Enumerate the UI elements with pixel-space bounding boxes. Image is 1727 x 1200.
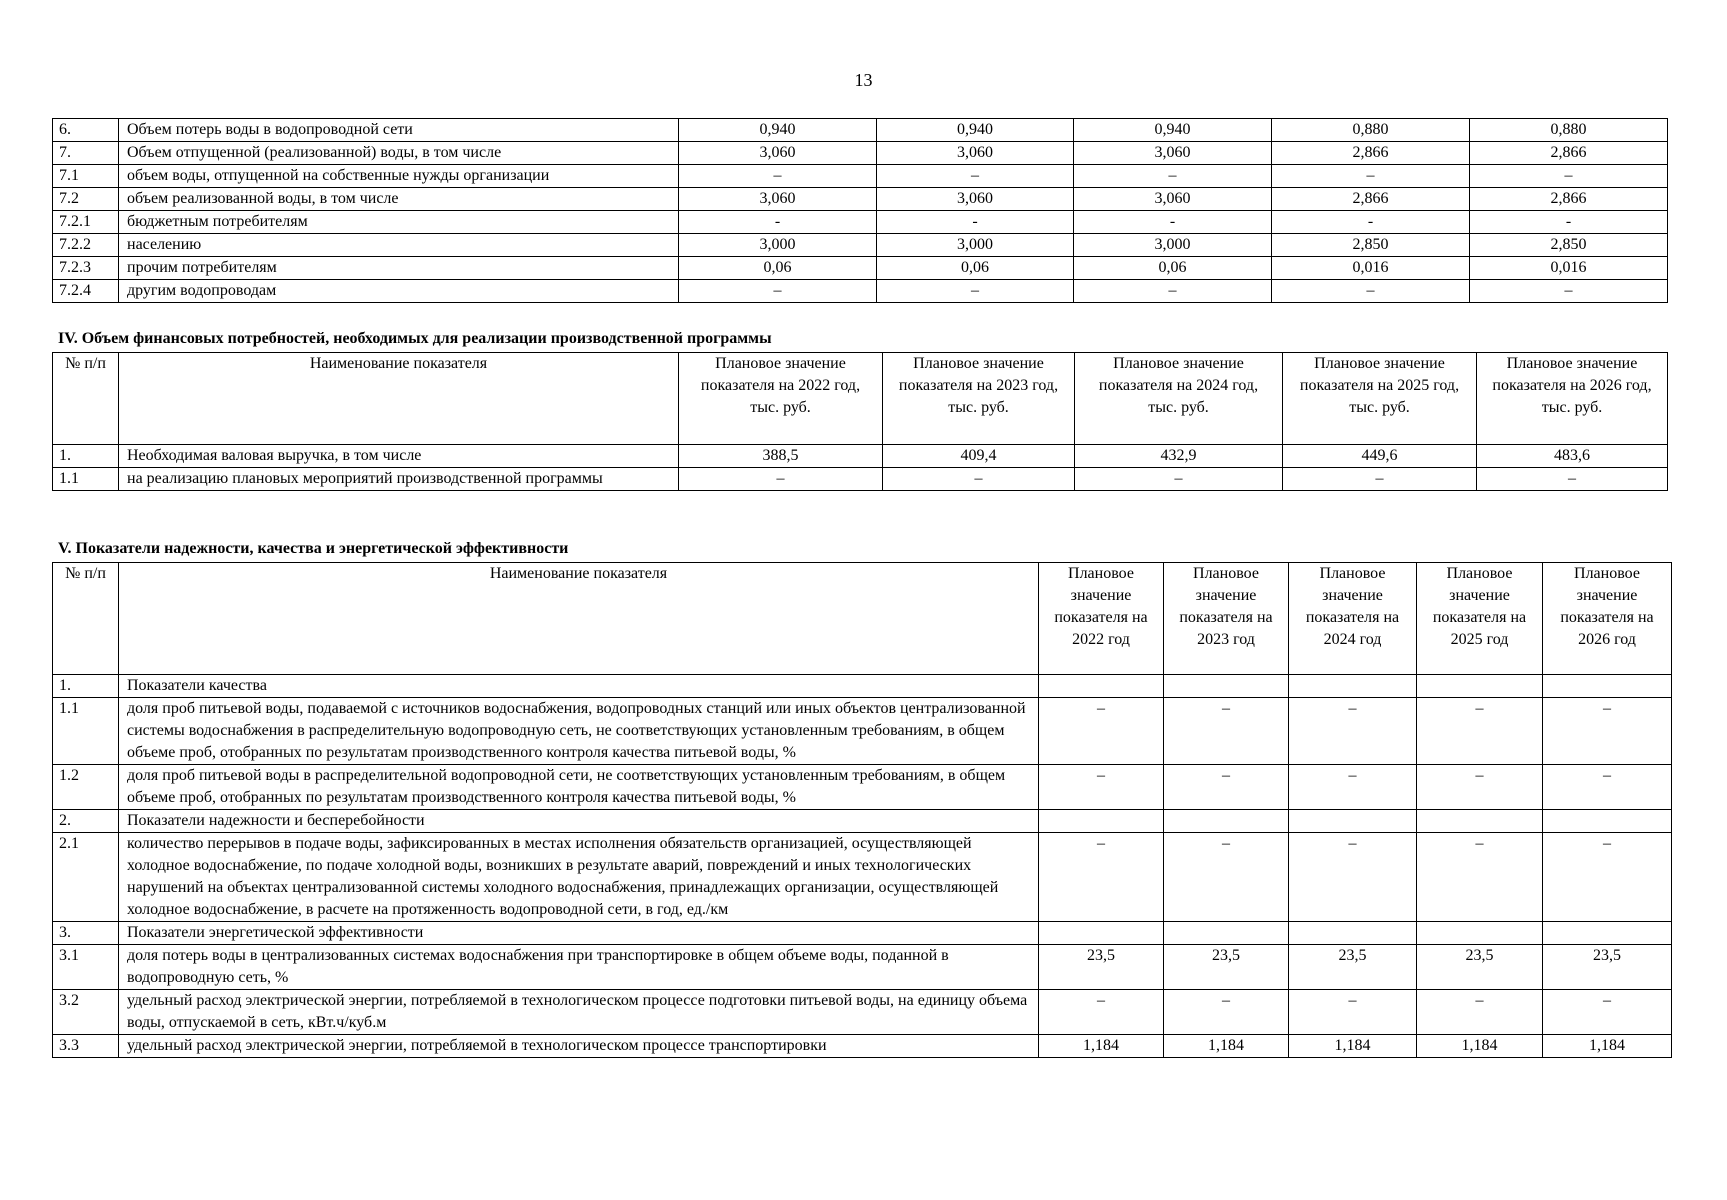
value-2023: – xyxy=(1164,990,1289,1035)
value-2023: – xyxy=(883,468,1075,491)
value-2026 xyxy=(1543,675,1672,698)
header-num: № п/п xyxy=(53,353,119,445)
value-2022: – xyxy=(679,468,883,491)
value-2025: – xyxy=(1272,280,1470,303)
row-number: 6. xyxy=(53,119,119,142)
row-number: 7.2.3 xyxy=(53,257,119,280)
value-2024: – xyxy=(1075,468,1283,491)
value-2024: – xyxy=(1074,280,1272,303)
row-number: 1. xyxy=(53,675,119,698)
value-2026 xyxy=(1543,922,1672,945)
value-2026: 0,016 xyxy=(1470,257,1668,280)
value-2023: – xyxy=(1164,833,1289,922)
value-2024: 432,9 xyxy=(1075,445,1283,468)
row-number: 3.2 xyxy=(53,990,119,1035)
value-2024: 3,060 xyxy=(1074,188,1272,211)
row-number: 3.1 xyxy=(53,945,119,990)
value-2024: - xyxy=(1074,211,1272,234)
value-2026: 0,880 xyxy=(1470,119,1668,142)
row-number: 3. xyxy=(53,922,119,945)
table-row xyxy=(53,675,1672,698)
row-name: на реализацию плановых мероприятий производственной программы xyxy=(119,468,679,491)
value-2022: 388,5 xyxy=(679,445,883,468)
table-row xyxy=(53,142,1668,165)
value-2024: 3,060 xyxy=(1074,142,1272,165)
water-volume-table xyxy=(52,118,1668,303)
value-2023: - xyxy=(877,211,1074,234)
value-2025 xyxy=(1417,675,1543,698)
header-name: Наименование показателя xyxy=(119,563,1039,675)
value-2025: 449,6 xyxy=(1283,445,1477,468)
value-2023 xyxy=(1164,675,1289,698)
header-num: № п/п xyxy=(53,563,119,675)
value-2022: – xyxy=(679,165,877,188)
value-2022: 23,5 xyxy=(1039,945,1164,990)
value-2024 xyxy=(1289,810,1417,833)
value-2023: – xyxy=(1164,765,1289,810)
row-number: 1.1 xyxy=(53,698,119,765)
table-row xyxy=(53,211,1668,234)
value-2022 xyxy=(1039,922,1164,945)
value-2022: 0,06 xyxy=(679,257,877,280)
value-2022: 0,940 xyxy=(679,119,877,142)
table-header-row xyxy=(53,563,1672,675)
table-row xyxy=(53,234,1668,257)
row-number: 1. xyxy=(53,445,119,468)
value-2026: – xyxy=(1543,990,1672,1035)
row-number: 2. xyxy=(53,810,119,833)
row-name: другим водопроводам xyxy=(119,280,679,303)
value-2024: – xyxy=(1074,165,1272,188)
value-2025 xyxy=(1417,810,1543,833)
value-2026: – xyxy=(1543,698,1672,765)
row-name: количество перерывов в подаче воды, зафиксированных в местах исполнения обязательств организацией, осуществляющей холодное водоснабжение, по подаче холодной воды, возникших в результате аварий, повреждений и иных технологических нарушений на объектах централизованной системы холодного водоснабжения, принадлежащих организации, осуществляющей холодное водоснабжение, в расчете на протяженность водопроводной сети, в год, ед./км xyxy=(119,833,1039,922)
section-5-title: V. Показатели надежности, качества и энергетической эффективности xyxy=(58,540,569,557)
value-2025: – xyxy=(1417,765,1543,810)
value-2026: 23,5 xyxy=(1543,945,1672,990)
table-row xyxy=(53,833,1672,922)
row-name: объем реализованной воды, в том числе xyxy=(119,188,679,211)
row-name: Объем отпущенной (реализованной) воды, в том числе xyxy=(119,142,679,165)
value-2024: 23,5 xyxy=(1289,945,1417,990)
table-row xyxy=(53,990,1672,1035)
row-number: 7. xyxy=(53,142,119,165)
value-2024: 1,184 xyxy=(1289,1035,1417,1058)
value-2025: – xyxy=(1417,698,1543,765)
row-number: 7.1 xyxy=(53,165,119,188)
value-2024: 3,000 xyxy=(1074,234,1272,257)
value-2023: – xyxy=(877,165,1074,188)
value-2024: – xyxy=(1289,990,1417,1035)
value-2026: – xyxy=(1470,165,1668,188)
table-row xyxy=(53,188,1668,211)
value-2025: 2,850 xyxy=(1272,234,1470,257)
value-2026: – xyxy=(1477,468,1668,491)
page-number: 13 xyxy=(854,70,873,90)
row-name: Необходимая валовая выручка, в том числе xyxy=(119,445,679,468)
value-2022: – xyxy=(1039,698,1164,765)
value-2024 xyxy=(1289,675,1417,698)
value-2026: – xyxy=(1543,765,1672,810)
row-name: доля проб питьевой воды, подаваемой с источников водоснабжения, водопроводных станций или иных объектов централизованной системы водоснабжения в распределительную водопроводную сеть, не соответствующих установленным требованиям, в общем объеме проб, отобранных по результатам производственного контроля качества питьевой воды, % xyxy=(119,698,1039,765)
row-name: объем воды, отпущенной на собственные нужды организации xyxy=(119,165,679,188)
section-4-title: IV. Объем финансовых потребностей, необходимых для реализации производственной программы xyxy=(58,330,772,347)
table-header-row xyxy=(53,353,1668,445)
row-name: Показатели энергетической эффективности xyxy=(119,922,1039,945)
table-row xyxy=(53,280,1668,303)
value-2022: – xyxy=(1039,765,1164,810)
row-number: 3.3 xyxy=(53,1035,119,1058)
row-name: доля потерь воды в централизованных системах водоснабжения при транспортировке в общем объеме воды, поданной в водопроводную сеть, % xyxy=(119,945,1039,990)
row-number: 2.1 xyxy=(53,833,119,922)
value-2023 xyxy=(1164,922,1289,945)
value-2026 xyxy=(1543,810,1672,833)
row-number: 7.2 xyxy=(53,188,119,211)
row-number: 1.2 xyxy=(53,765,119,810)
table-row xyxy=(53,445,1668,468)
table-row xyxy=(53,945,1672,990)
header-2025: Плановое значение показателя на 2025 год xyxy=(1417,563,1543,675)
row-number: 1.1 xyxy=(53,468,119,491)
table-row xyxy=(53,257,1668,280)
value-2025 xyxy=(1417,922,1543,945)
row-name: прочим потребителям xyxy=(119,257,679,280)
value-2022: 1,184 xyxy=(1039,1035,1164,1058)
value-2022: 3,000 xyxy=(679,234,877,257)
value-2025: – xyxy=(1272,165,1470,188)
header-2023: Плановое значение показателя на 2023 год xyxy=(1164,563,1289,675)
table-row xyxy=(53,810,1672,833)
header-2024: Плановое значение показателя на 2024 год, тыс. руб. xyxy=(1075,353,1283,445)
value-2022 xyxy=(1039,675,1164,698)
value-2025: 2,866 xyxy=(1272,142,1470,165)
value-2025: – xyxy=(1417,990,1543,1035)
value-2026: 1,184 xyxy=(1543,1035,1672,1058)
value-2023: 0,06 xyxy=(877,257,1074,280)
value-2022: - xyxy=(679,211,877,234)
header-2026: Плановое значение показателя на 2026 год, тыс. руб. xyxy=(1477,353,1668,445)
value-2022 xyxy=(1039,810,1164,833)
row-number: 7.2.2 xyxy=(53,234,119,257)
value-2023: – xyxy=(877,280,1074,303)
value-2025: – xyxy=(1417,833,1543,922)
value-2025: - xyxy=(1272,211,1470,234)
value-2026: 2,850 xyxy=(1470,234,1668,257)
row-number: 7.2.4 xyxy=(53,280,119,303)
value-2023: 3,000 xyxy=(877,234,1074,257)
value-2023: 0,940 xyxy=(877,119,1074,142)
value-2026: – xyxy=(1543,833,1672,922)
table-row xyxy=(53,698,1672,765)
reliability-quality-table xyxy=(52,562,1672,1058)
value-2024: – xyxy=(1289,698,1417,765)
value-2022: – xyxy=(1039,833,1164,922)
value-2025: 2,866 xyxy=(1272,188,1470,211)
value-2025: 1,184 xyxy=(1417,1035,1543,1058)
header-2026: Плановое значение показателя на 2026 год xyxy=(1543,563,1672,675)
row-name: удельный расход электрической энергии, потребляемой в технологическом процессе подготовки питьевой воды, на единицу объема воды, отпускаемой в сеть, кВт.ч/куб.м xyxy=(119,990,1039,1035)
value-2022: – xyxy=(1039,990,1164,1035)
table-row xyxy=(53,468,1668,491)
value-2024: – xyxy=(1289,833,1417,922)
row-name: бюджетным потребителям xyxy=(119,211,679,234)
header-2022: Плановое значение показателя на 2022 год xyxy=(1039,563,1164,675)
value-2025: – xyxy=(1283,468,1477,491)
value-2026: 2,866 xyxy=(1470,188,1668,211)
header-2022: Плановое значение показателя на 2022 год, тыс. руб. xyxy=(679,353,883,445)
value-2026: - xyxy=(1470,211,1668,234)
header-2025: Плановое значение показателя на 2025 год, тыс. руб. xyxy=(1283,353,1477,445)
value-2022: 3,060 xyxy=(679,142,877,165)
table-row xyxy=(53,922,1672,945)
table-row xyxy=(53,119,1668,142)
row-name: удельный расход электрической энергии, потребляемой в технологическом процессе транспортировки xyxy=(119,1035,1039,1058)
value-2024: 0,06 xyxy=(1074,257,1272,280)
value-2023: 3,060 xyxy=(877,188,1074,211)
row-name: доля проб питьевой воды в распределительной водопроводной сети, не соответствующих установленным требованиям, в общем объеме проб, отобранных по результатам производственного контроля качества питьевой воды, % xyxy=(119,765,1039,810)
value-2023: – xyxy=(1164,698,1289,765)
value-2024: 0,940 xyxy=(1074,119,1272,142)
value-2023: 23,5 xyxy=(1164,945,1289,990)
table-row xyxy=(53,165,1668,188)
value-2024: – xyxy=(1289,765,1417,810)
value-2023: 3,060 xyxy=(877,142,1074,165)
header-name: Наименование показателя xyxy=(119,353,679,445)
value-2022: – xyxy=(679,280,877,303)
value-2026: 2,866 xyxy=(1470,142,1668,165)
header-2024: Плановое значение показателя на 2024 год xyxy=(1289,563,1417,675)
value-2026: 483,6 xyxy=(1477,445,1668,468)
value-2026: – xyxy=(1470,280,1668,303)
header-2023: Плановое значение показателя на 2023 год, тыс. руб. xyxy=(883,353,1075,445)
value-2024 xyxy=(1289,922,1417,945)
row-name: населению xyxy=(119,234,679,257)
row-name: Объем потерь воды в водопроводной сети xyxy=(119,119,679,142)
financial-needs-table xyxy=(52,352,1668,491)
table-row xyxy=(53,765,1672,810)
value-2025: 0,016 xyxy=(1272,257,1470,280)
value-2025: 23,5 xyxy=(1417,945,1543,990)
value-2022: 3,060 xyxy=(679,188,877,211)
value-2023: 1,184 xyxy=(1164,1035,1289,1058)
table-row xyxy=(53,1035,1672,1058)
value-2023: 409,4 xyxy=(883,445,1075,468)
value-2023 xyxy=(1164,810,1289,833)
value-2025: 0,880 xyxy=(1272,119,1470,142)
row-number: 7.2.1 xyxy=(53,211,119,234)
row-name: Показатели качества xyxy=(119,675,1039,698)
row-name: Показатели надежности и бесперебойности xyxy=(119,810,1039,833)
